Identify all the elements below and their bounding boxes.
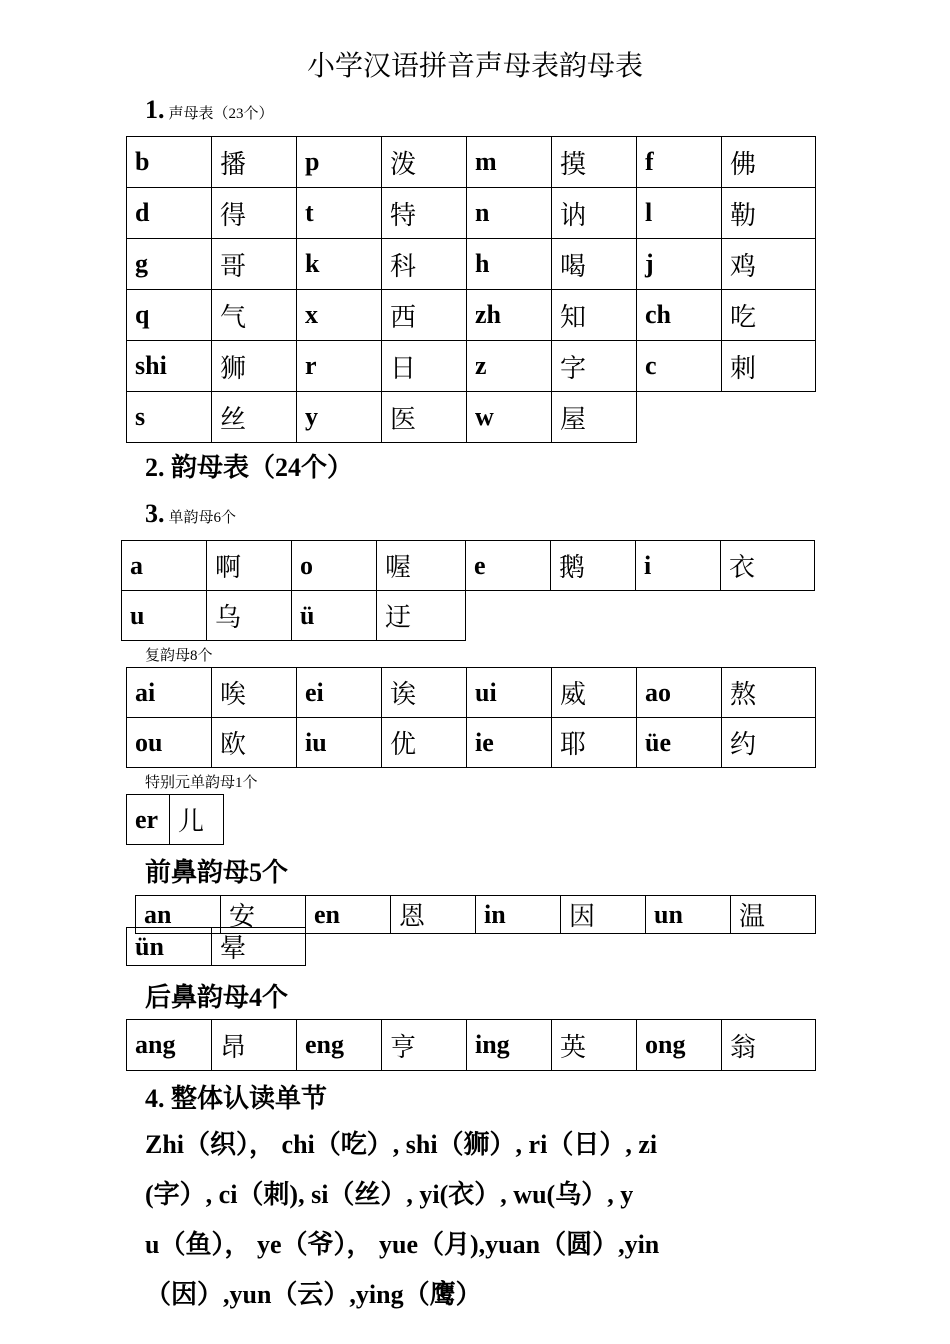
pinyin-cell: c: [637, 341, 722, 392]
pinyin-cell: a: [122, 541, 207, 591]
pinyin-cell: ie: [467, 718, 552, 768]
hanzi-cell: 迂: [377, 591, 466, 641]
qianbi-table-row2: [126, 927, 306, 966]
hanzi-cell: 吃: [722, 290, 816, 341]
hanzi-cell: 哥: [212, 239, 297, 290]
pinyin-cell: eng: [297, 1020, 382, 1071]
table-row: [127, 188, 816, 239]
hanzi-cell: 因: [561, 896, 646, 934]
table-row: [122, 541, 815, 591]
pinyin-cell: m: [467, 137, 552, 188]
hanzi-cell: 威: [552, 668, 637, 718]
section-1-number: 1.: [145, 95, 165, 124]
table-row: [122, 591, 815, 641]
danyunmu-table: [121, 540, 815, 641]
hanzi-cell: 优: [382, 718, 467, 768]
fuyunmu-label: 复韵母8个: [145, 648, 213, 664]
pinyin-cell: i: [636, 541, 721, 591]
hanzi-cell: 英: [552, 1020, 637, 1071]
table-row: [127, 1020, 816, 1071]
pinyin-cell: l: [637, 188, 722, 239]
section-2-heading: 2. 韵母表（24个）: [145, 453, 354, 482]
page-title: 小学汉语拼音声母表韵母表: [306, 51, 643, 82]
pinyin-cell: z: [467, 341, 552, 392]
table-row: [127, 392, 816, 443]
pinyin-cell: ü: [292, 591, 377, 641]
pinyin-cell: er: [127, 795, 170, 845]
hanzi-cell: 欧: [212, 718, 297, 768]
hanzi-cell: 狮: [212, 341, 297, 392]
hanzi-cell: 约: [722, 718, 816, 768]
hanzi-cell: 知: [552, 290, 637, 341]
hanzi-cell: 摸: [552, 137, 637, 188]
hanzi-cell: 日: [382, 341, 467, 392]
pinyin-cell: ei: [297, 668, 382, 718]
teshu-label: 特别元单韵母1个: [145, 775, 258, 791]
teshu-table: [126, 794, 224, 845]
zhengti-line: u（鱼）， ye（爷）， yue（月),yuan（圆）,yin: [145, 1230, 660, 1259]
hanzi-cell: 亨: [382, 1020, 467, 1071]
hanzi-cell: 衣: [721, 541, 815, 591]
pinyin-cell: un: [646, 896, 731, 934]
hanzi-cell: 鸡: [722, 239, 816, 290]
hanzi-cell: 泼: [382, 137, 467, 188]
hanzi-cell: 儿: [170, 795, 224, 845]
pinyin-cell: u: [122, 591, 207, 641]
section-1-heading: [145, 95, 274, 125]
hanzi-cell: 丝: [212, 392, 297, 443]
table-row: [127, 290, 816, 341]
pinyin-cell: y: [297, 392, 382, 443]
table-row: [127, 718, 816, 768]
qianbi-label: 前鼻韵母5个: [145, 858, 289, 887]
table-row: [127, 239, 816, 290]
pinyin-cell: p: [297, 137, 382, 188]
hanzi-cell: 喝: [552, 239, 637, 290]
fuyunmu-table: [126, 667, 816, 768]
hanzi-cell: 诶: [382, 668, 467, 718]
pinyin-cell: g: [127, 239, 212, 290]
hanzi-cell: 刺: [722, 341, 816, 392]
pinyin-cell: q: [127, 290, 212, 341]
houbi-table: [126, 1019, 816, 1071]
hanzi-cell: 晕: [212, 928, 306, 966]
hanzi-cell: 安: [221, 896, 306, 934]
pinyin-cell: ch: [637, 290, 722, 341]
pinyin-cell: in: [476, 896, 561, 934]
table-row: [127, 137, 816, 188]
hanzi-cell: 乌: [207, 591, 292, 641]
pinyin-cell: ai: [127, 668, 212, 718]
hanzi-cell: 啊: [207, 541, 292, 591]
section-3-label: 单韵母6个: [168, 510, 237, 526]
pinyin-cell: b: [127, 137, 212, 188]
hanzi-cell: 佛: [722, 137, 816, 188]
table-row: [127, 668, 816, 718]
hanzi-cell: 唉: [212, 668, 297, 718]
hanzi-cell: 科: [382, 239, 467, 290]
pinyin-cell: j: [637, 239, 722, 290]
zhengti-line: (字）, ci（刺), si（丝）, yi(衣）, wu(乌）, y: [145, 1180, 634, 1209]
hanzi-cell: 字: [552, 341, 637, 392]
pinyin-cell: üe: [637, 718, 722, 768]
pinyin-cell: w: [467, 392, 552, 443]
pinyin-cell: en: [306, 896, 391, 934]
pinyin-cell: ao: [637, 668, 722, 718]
table-row: [127, 795, 224, 845]
section-1-label: 声母表（23个）: [168, 106, 274, 122]
hanzi-cell: 熬: [722, 668, 816, 718]
pinyin-cell: iu: [297, 718, 382, 768]
pinyin-cell: h: [467, 239, 552, 290]
houbi-label: 后鼻韵母4个: [145, 983, 289, 1012]
hanzi-cell: 勒: [722, 188, 816, 239]
pinyin-cell: zh: [467, 290, 552, 341]
pinyin-cell: d: [127, 188, 212, 239]
hanzi-cell: 喔: [377, 541, 466, 591]
hanzi-cell: 温: [731, 896, 816, 934]
pinyin-cell: k: [297, 239, 382, 290]
pinyin-cell: t: [297, 188, 382, 239]
pinyin-cell: ui: [467, 668, 552, 718]
shengmu-table: [126, 136, 816, 443]
pinyin-cell: ün: [127, 928, 212, 966]
hanzi-cell: 昂: [212, 1020, 297, 1071]
hanzi-cell: 特: [382, 188, 467, 239]
pinyin-cell: ong: [637, 1020, 722, 1071]
section-3-number: 3.: [145, 499, 165, 528]
pinyin-cell: n: [467, 188, 552, 239]
hanzi-cell: 屋: [552, 392, 637, 443]
hanzi-cell: 播: [212, 137, 297, 188]
table-row: [127, 341, 816, 392]
hanzi-cell: 鹅: [551, 541, 636, 591]
hanzi-cell: 气: [212, 290, 297, 341]
pinyin-cell: ou: [127, 718, 212, 768]
pinyin-cell: s: [127, 392, 212, 443]
zhengti-line: （因）,yun（云）,ying（鹰）: [145, 1280, 482, 1309]
pinyin-cell: ing: [467, 1020, 552, 1071]
section-4-heading: 4. 整体认读单节: [145, 1084, 328, 1113]
hanzi-cell: 耶: [552, 718, 637, 768]
pinyin-cell: an: [136, 896, 221, 934]
hanzi-cell: 医: [382, 392, 467, 443]
hanzi-cell: 翁: [722, 1020, 816, 1071]
hanzi-cell: 讷: [552, 188, 637, 239]
table-row: [127, 928, 306, 966]
zhengti-paragraph: [145, 1120, 807, 1320]
pinyin-cell: f: [637, 137, 722, 188]
pinyin-cell: r: [297, 341, 382, 392]
pinyin-cell: e: [466, 541, 551, 591]
hanzi-cell: 西: [382, 290, 467, 341]
section-3-heading: [145, 499, 236, 529]
pinyin-cell: ang: [127, 1020, 212, 1071]
pinyin-cell: x: [297, 290, 382, 341]
pinyin-cell: o: [292, 541, 377, 591]
pinyin-cell: shi: [127, 341, 212, 392]
hanzi-cell: 恩: [391, 896, 476, 934]
hanzi-cell: 得: [212, 188, 297, 239]
zhengti-line: Zhi（织）， chi（吃）, shi（狮）, ri（日）, zi: [145, 1130, 658, 1159]
